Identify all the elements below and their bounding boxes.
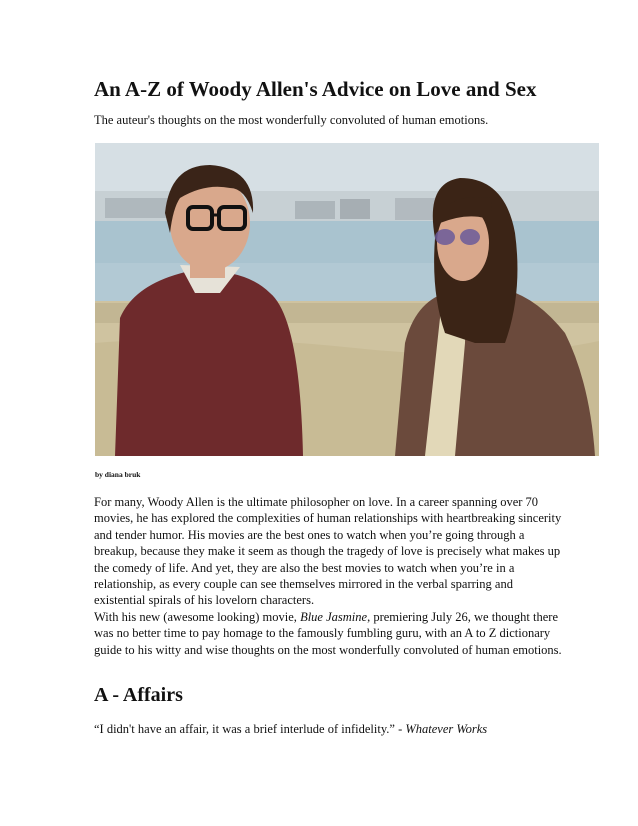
paragraph2-text-after: , premiering July 26, we thought there was no better time to pay homage to the famously fumbling guru, with an A to Z dictionary guide to his witty and wise thoughts on the most wonderfully convoluted of human emotions. [94, 610, 562, 657]
quote-source: Whatever Works [405, 722, 488, 736]
second-paragraph [94, 609, 564, 658]
article-subtitle: The auteur's thoughts on the most wonderfully convoluted of human emotions. [94, 113, 489, 127]
article-photo [95, 143, 599, 456]
article-title: An A-Z of Woody Allen's Advice on Love and Sex [94, 77, 537, 101]
quote-affairs [94, 722, 487, 737]
movie-title-blue-jasmine: Blue Jasmine [300, 610, 368, 624]
quote-text: “I didn't have an affair, it was a brief interlude of infidelity.” - [94, 722, 406, 736]
intro-paragraph: For many, Woody Allen is the ultimate philosopher on love. In a career spanning over 70 movies, he has explored the complexities of human relationships with heartbreaking sincerity and tender humor. His movies are the best ones to watch when you’re going through a breakup, because they make it seem as though the tragedy of love is precisely what makes up the comedy of life. And yet, they are also the best movies to watch when you’re in a relationship, as every couple can see themselves mirrored in the verbal sparring and existential spirals of his lovelorn characters. [94, 495, 562, 608]
paragraph2-text-before: With his new (awesome looking) movie, [94, 610, 301, 624]
article-byline: by diana bruk [95, 470, 141, 479]
section-heading-a: A - Affairs [94, 684, 183, 706]
